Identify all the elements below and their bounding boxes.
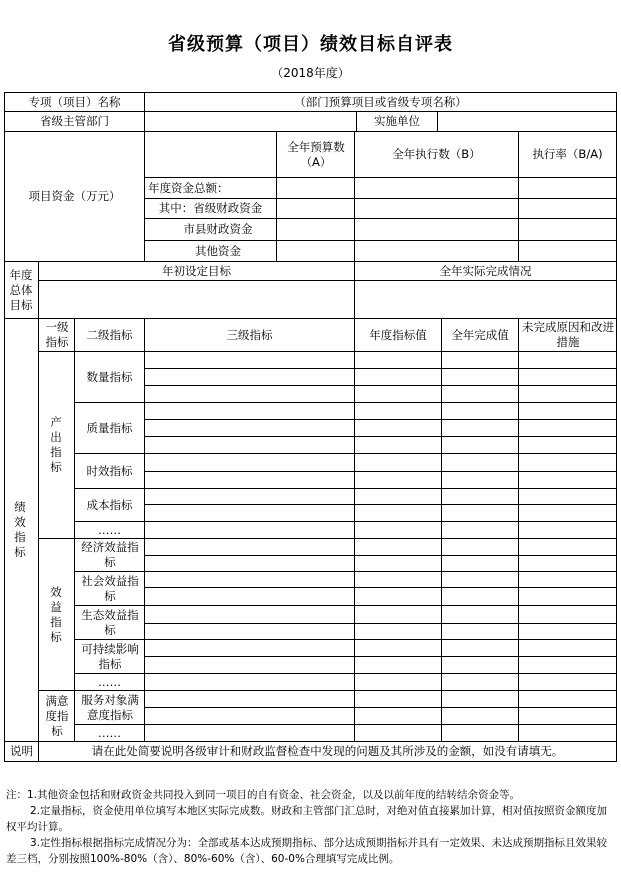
ecological-benefit-indicator: 生态效益指标 [81, 607, 139, 637]
fund-total-label: 年度资金总额： [148, 180, 229, 195]
satisfaction-ellipsis: …… [98, 725, 121, 740]
note-label: 说明 [10, 744, 33, 758]
level2-header: 二级指标 [86, 327, 133, 342]
service-satisfaction-indicator: 服务对象满意度指标 [81, 692, 139, 722]
output-ellipsis: …… [98, 522, 121, 537]
fund-city-label: 市县财政资金 [183, 222, 253, 236]
project-name-value[interactable]: （部门预算项目或省级专项名称） [294, 94, 467, 109]
level3-header: 三级指标 [226, 327, 273, 342]
fund-prov-label: 其中：省级财政资金 [158, 201, 263, 215]
budget-header: 全年预算数（A） [287, 140, 345, 169]
level1-header: 一级指标 [45, 320, 69, 349]
initial-goal-header: 年初设定目标 [162, 263, 231, 278]
form-year: （2018年度） [271, 66, 350, 80]
footnote-3: 3.定性指标根据指标完成情况分为：全部或基本达成预期指标、部分达成预期指标并具有一定效果、未达成预期指标且效果较差三档，分别按照100%-80%（含）、80%-60%（含）、60-0%合理填写完成比例。 [6, 837, 608, 865]
funds-label: 项目资金（万元） [28, 189, 121, 203]
economic-benefit-indicator: 经济效益指标 [81, 540, 139, 569]
footnote-1: 注：1.其他资金包括和财政资金共同投入到同一项目的自有资金、社会资金，以及以前年度的结转结余资金等。 [6, 789, 521, 801]
benefit-ellipsis: …… [98, 674, 121, 689]
annual-value-header: 年度指标值 [369, 327, 427, 342]
rate-header: 执行率（B/A) [532, 147, 603, 161]
sustainability-indicator: 可持续影响指标 [81, 641, 139, 671]
form-title: 省级预算（项目）绩效目标自评表 [168, 34, 453, 55]
social-benefit-indicator: 社会效益指标 [81, 573, 139, 603]
footnotes [6, 787, 616, 867]
quantity-indicator: 数量指标 [86, 369, 133, 384]
quality-indicator: 质量指标 [86, 420, 133, 435]
dept-label: 省级主管部门 [40, 114, 109, 128]
note-text[interactable]: 请在此处简要说明各级审计和财政监督检查中发现的问题及其所涉及的金额，如没有请填无。 [91, 744, 564, 758]
benefit-indicator-label: 效益指标 [50, 584, 62, 644]
reason-header: 未完成原因和改进措施 [522, 320, 614, 349]
exec-header: 全年执行数（B） [392, 147, 481, 161]
actual-done-header: 全年实际完成情况 [439, 263, 532, 278]
fund-other-label: 其他资金 [195, 243, 241, 258]
satisfaction-indicator-label: 满意度指标 [45, 693, 69, 738]
timeliness-indicator: 时效指标 [86, 463, 133, 478]
overall-goal-label: 年度总体目标 [9, 267, 33, 312]
impl-unit-label: 实施单位 [374, 114, 420, 128]
project-name-label: 专项（项目）名称 [28, 94, 121, 109]
annual-done-header: 全年完成值 [451, 327, 509, 342]
output-indicator-label: 产出指标 [50, 415, 62, 474]
cost-indicator: 成本指标 [86, 497, 133, 512]
perf-indicator-label: 绩效指标 [14, 500, 26, 559]
footnote-2: 2.定量指标，资金使用单位填写本地区实际完成数。财政和主管部门汇总时，对绝对值直接累加计算，相对值按照资金额度加权平均计算。 [6, 805, 608, 833]
